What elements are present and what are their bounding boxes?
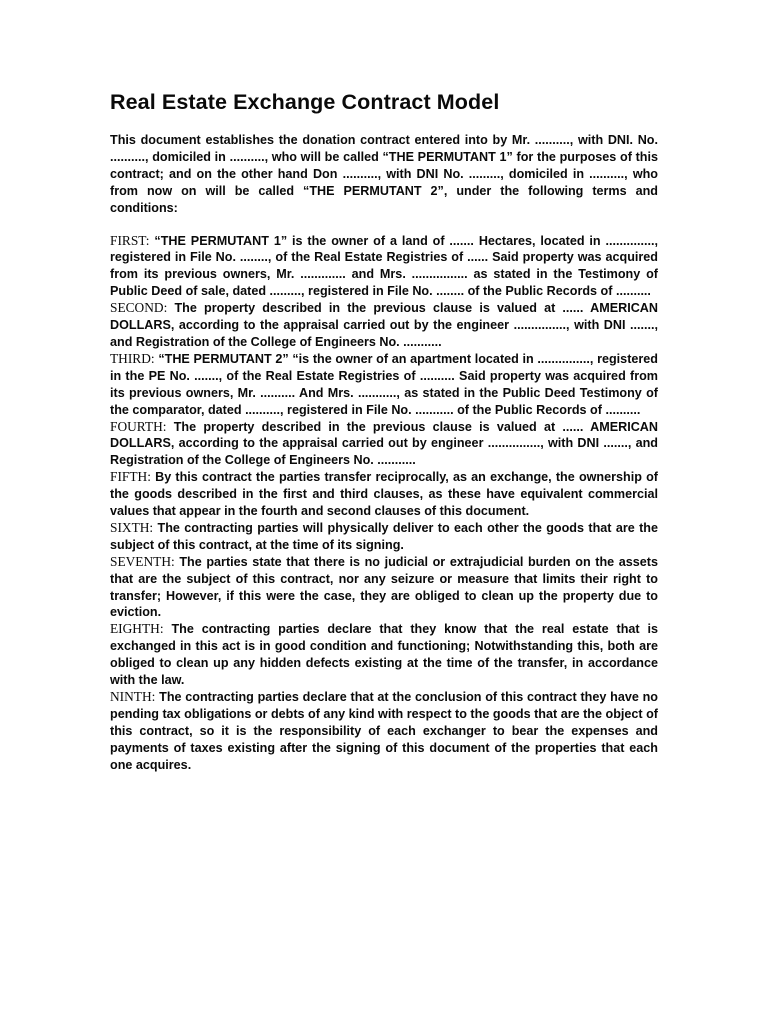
- clause-eighth: [110, 621, 658, 689]
- clause-text: The contracting parties will physically deliver to each other the goods that are the subject of this contract, at the time of its signing.: [110, 520, 658, 552]
- clause-label: FIFTH:: [110, 469, 151, 485]
- clause-label: SECOND:: [110, 300, 168, 316]
- clause-text: The contracting parties declare that they know that the real estate that is exchanged in this act is in good condition and functioning; Notwithstanding this, both are obliged to clean up any hidden defects existing at the time of the transfer, in accordance with the law.: [110, 622, 658, 688]
- clause-text: “THE PERMUTANT 1” is the owner of a land of ....... Hectares, located in .............., registered in File No. ........, of the Real Estate Registries of ...... Said property was acquired from its previous owners, Mr. ............. and Mrs. ................ as stated in the Testimony of Public Deed of sale, dated ........., registered in File No. ........ of the Public Records of ..........: [110, 233, 658, 299]
- clause-fourth: [110, 419, 658, 470]
- clause-third: [110, 351, 658, 419]
- clause-sixth: [110, 520, 658, 554]
- clause-label: NINTH:: [110, 689, 156, 704]
- clause-label: SIXTH:: [110, 519, 154, 535]
- clause-text: By this contract the parties transfer reciprocally, as an exchange, the ownership of the goods described in the first and third clauses, as these have equivalent commercial values that appear in the fourth and second clauses of this document.: [110, 470, 658, 519]
- intro-paragraph: This document establishes the donation contract entered into by Mr. .........., with DNI. No. .........., domiciled in .........., who will be called “THE PERMUTANT 1” for the purposes of this contract; and on the other hand Don .........., with DNI No. ........., domiciled in .........., who from now on will be called “THE PERMUTANT 2”, under the following terms and conditions:: [110, 133, 658, 215]
- clause-ninth: [110, 689, 658, 774]
- clause-seventh: [110, 554, 658, 622]
- clause-label: EIGHTH:: [110, 621, 164, 637]
- clause-text: The contracting parties declare that at the conclusion of this contract they have no pending tax obligations or debts of any kind with respect to the goods that are the object of this contract, so it is the responsibility of each exchanger to bear the expenses and payments of taxes existing after the signing of this document of the properties that each one acquires.: [110, 690, 658, 772]
- clause-text: The property described in the previous clause is valued at ...... AMERICAN DOLLARS, according to the appraisal carried out by engineer ..............., with DNI ......., and Registration of the College of Engineers No. ...........: [110, 419, 658, 468]
- document-title: Real Estate Exchange Contract Model: [110, 90, 500, 114]
- clause-text: The property described in the previous clause is valued at ...... AMERICAN DOLLARS, according to the appraisal carried out by the engineer ..............., with DNI ......., and Registration of the College of Engineers No. ...........: [110, 301, 658, 349]
- clause-fifth: [110, 469, 658, 520]
- clause-label: FIRST:: [110, 232, 150, 248]
- document-page: [110, 88, 658, 774]
- clause-text: “THE PERMUTANT 2” “is the owner of an apartment located in ..............., registered in the PE No. ......., of the Real Estate Registries of .......... Said property was acquired from its previous owners, Mr. .......... And Mrs. ..........., as stated in the Public Deed Testimony of the comparator, dated .........., registered in File No. ........... of the Public Records of ..........: [110, 351, 658, 417]
- clause-second: [110, 300, 658, 351]
- clause-first: [110, 233, 658, 301]
- clause-label: THIRD:: [110, 350, 155, 366]
- clause-label: SEVENTH:: [110, 553, 175, 569]
- clause-label: FOURTH:: [110, 418, 167, 434]
- clause-text: The parties state that there is no judicial or extrajudicial burden on the assets that are the subject of this contract, nor any seizure or measure that limits their right to transfer; However, if this were the case, they are obliged to clean up the property due to eviction.: [110, 554, 658, 620]
